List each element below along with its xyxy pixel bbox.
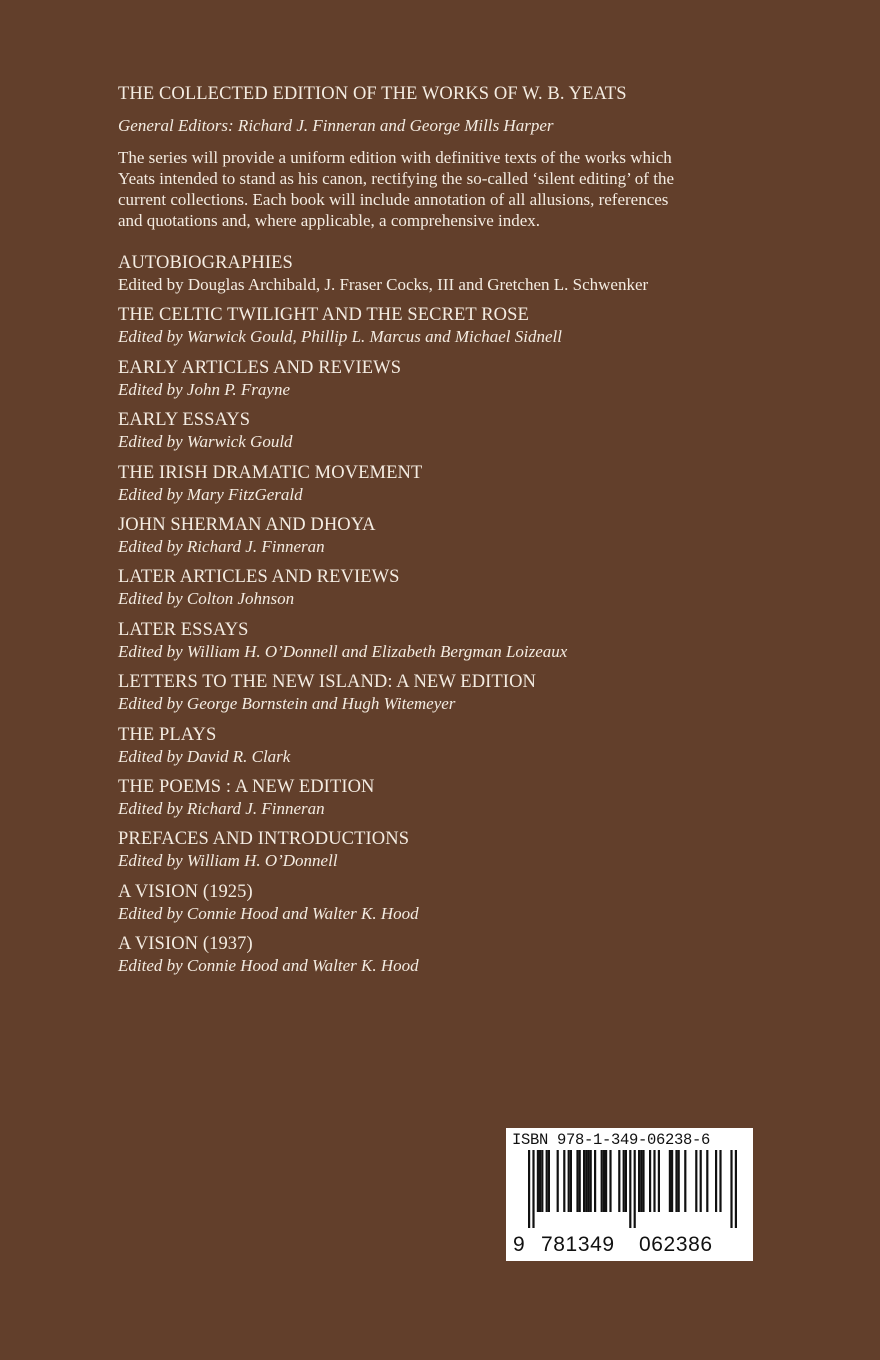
book-editors: Edited by Richard J. Finneran (118, 536, 325, 556)
book-editors: Edited by Connie Hood and Walter K. Hood (118, 956, 419, 976)
barcode-bar (629, 1150, 631, 1228)
book-entry (118, 566, 818, 618)
book-editors: Edited by Mary FitzGerald (118, 484, 303, 504)
barcode-bar (557, 1150, 559, 1212)
book-title: EARLY ESSAYS (118, 410, 251, 431)
book-editors: Edited by Connie Hood and Walter K. Hood (118, 903, 419, 923)
book-entry (118, 304, 818, 356)
book-title: AUTOBIOGRAPHIES (118, 253, 293, 273)
book-editors: Edited by William H. O’Donnell (118, 851, 338, 871)
barcode-digits-right: 062386 (639, 1233, 713, 1256)
barcode-bar (590, 1150, 592, 1212)
barcode-bar (603, 1150, 605, 1212)
barcode-bar (583, 1150, 585, 1212)
barcode-bar (609, 1150, 611, 1212)
book-entry (118, 357, 818, 409)
barcode-bar (601, 1150, 603, 1212)
book-editors: Edited by William H. O’Donnell and Elizabeth Bergman Loizeaux (118, 641, 568, 661)
barcode-bar (568, 1150, 570, 1212)
book-entry (118, 933, 818, 985)
barcode-bar (546, 1150, 548, 1212)
barcode-bar (634, 1150, 636, 1228)
barcode-bar (649, 1150, 651, 1212)
series-title: THE COLLECTED EDITION OF THE WORKS OF W. B. YEATS (118, 84, 627, 104)
book-title: LETTERS TO THE NEW ISLAND: A NEW EDITION (118, 672, 536, 693)
barcode-bar (638, 1150, 640, 1212)
barcode-bar (563, 1150, 565, 1212)
book-title: EARLY ARTICLES AND REVIEWS (118, 357, 402, 378)
barcode-bar (678, 1150, 680, 1212)
book-list (118, 252, 818, 985)
book-title: PREFACES AND INTRODUCTIONS (118, 829, 410, 850)
book-entry (118, 252, 818, 304)
description-line: current collections. Each book will include annotation of all allusions, references (118, 190, 669, 209)
series-description (118, 147, 778, 231)
barcode-bar (684, 1150, 686, 1212)
general-editors: General Editors: Richard J. Finneran and George Mills Harper (118, 116, 554, 135)
book-entry (118, 409, 818, 461)
barcode-bar (735, 1150, 737, 1228)
barcode-bar (653, 1150, 655, 1212)
book-title: THE POEMS : A NEW EDITION (118, 776, 375, 797)
book-editors: Edited by Douglas Archibald, J. Fraser Cocks, III and Gretchen L. Schwenker (118, 275, 649, 294)
barcode-bar (532, 1150, 534, 1228)
book-title: LATER ESSAYS (118, 619, 249, 640)
book-entry (118, 671, 818, 723)
book-entry (118, 881, 818, 933)
barcode-bar (579, 1150, 581, 1212)
barcode-bar (528, 1150, 530, 1228)
book-entry (118, 514, 818, 566)
barcode-bar (669, 1150, 671, 1212)
barcode-bar (537, 1150, 539, 1212)
book-title: A VISION (1925) (118, 881, 253, 902)
book-title: JOHN SHERMAN AND DHOYA (118, 514, 376, 535)
barcode-bar (706, 1150, 708, 1212)
barcode-bar (585, 1150, 587, 1212)
barcode-digits-left: 781349 (541, 1233, 615, 1256)
book-editors: Edited by David R. Clark (118, 746, 291, 766)
barcode-bar (623, 1150, 625, 1212)
book-title: A VISION (1937) (118, 934, 253, 955)
barcode-bar (715, 1150, 717, 1212)
barcode-digit-first: 9 (513, 1233, 526, 1256)
barcode-bar (658, 1150, 660, 1212)
description-line: The series will provide a uniform edition with definitive texts of the works which (118, 148, 672, 167)
barcode-bar (594, 1150, 596, 1212)
barcode-bar (640, 1150, 642, 1212)
barcode-bar (671, 1150, 673, 1212)
book-entry (118, 619, 818, 671)
book-entry (118, 462, 818, 514)
book-entry (118, 724, 818, 776)
isbn-barcode-block (506, 1128, 753, 1261)
barcode-bar (570, 1150, 572, 1212)
book-title: THE IRISH DRAMATIC MOVEMENT (118, 462, 423, 483)
description-line: Yeats intended to stand as his canon, rectifying the so-called ‘silent editing’ of the (118, 169, 674, 188)
isbn-label: ISBN 978-1-349-06238-6 (512, 1131, 711, 1149)
barcode-bar (642, 1150, 644, 1212)
barcode-bar (576, 1150, 578, 1212)
book-editors: Edited by Warwick Gould, Phillip L. Marcus and Michael Sidnell (118, 327, 562, 347)
barcode-icon (506, 1150, 753, 1240)
barcode-bar (730, 1150, 732, 1228)
barcode-bar (675, 1150, 677, 1212)
book-editors: Edited by Richard J. Finneran (118, 798, 325, 818)
barcode-bar (618, 1150, 620, 1212)
book-editors: Edited by Warwick Gould (118, 432, 293, 452)
book-editors: Edited by George Bornstein and Hugh Witemeyer (118, 694, 456, 714)
description-line: and quotations and, where applicable, a comprehensive index. (118, 211, 541, 230)
barcode-bar (539, 1150, 541, 1212)
barcode-bar (695, 1150, 697, 1212)
book-entry (118, 828, 818, 880)
barcode-bar (700, 1150, 702, 1212)
book-title: THE PLAYS (118, 724, 217, 745)
barcode-digits (506, 1233, 753, 1261)
barcode-bar (541, 1150, 543, 1212)
barcode-bar (719, 1150, 721, 1212)
barcode-bar (548, 1150, 550, 1212)
book-title: LATER ARTICLES AND REVIEWS (118, 567, 400, 588)
barcode-bar (605, 1150, 607, 1212)
book-editors: Edited by John P. Frayne (118, 379, 291, 399)
book-title: THE CELTIC TWILIGHT AND THE SECRET ROSE (118, 305, 529, 326)
barcode-bar (587, 1150, 589, 1212)
book-editors: Edited by Colton Johnson (118, 589, 295, 609)
book-entry (118, 776, 818, 828)
barcode-bar (625, 1150, 627, 1212)
